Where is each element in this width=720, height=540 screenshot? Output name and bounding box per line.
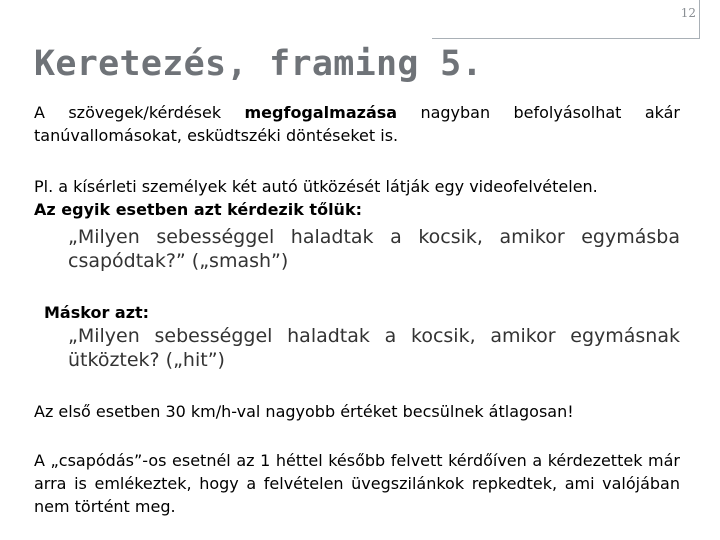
question-smash: „Milyen sebességgel haladtak a kocsik, amikor egymásba csapódtak?” („smash”)	[68, 226, 680, 272]
example-paragraph	[34, 175, 694, 221]
result-paragraph: Az első esetben 30 km/h-val nagyobb értéket becsülnek átlagosan!	[34, 402, 574, 421]
intro-paragraph	[34, 101, 680, 147]
intro-text-end: nagyban befolyásolhat akár tanúvallomásokat, esküdtszéki döntéseket is.	[34, 103, 681, 145]
intro-text-start: A szövegek/kérdések	[34, 103, 245, 122]
page-number-frame-line	[699, 0, 700, 39]
question-hit: „Milyen sebességgel haladtak a kocsik, amikor egymásnak ütköztek? („hit”)	[68, 325, 680, 371]
other-case-label: Máskor azt:	[44, 303, 150, 322]
followup-paragraph: A „csapódás”-os esetnél az 1 héttel később felvett kérdőíven a kérdezettek már arra is emlékeztek, hogy a felvételen üvegszilánkok repkedtek, ami valójában nem történt meg.	[34, 451, 680, 516]
slide-title: Keretezés, framing 5.	[34, 44, 483, 84]
example-question-intro: Az egyik esetben azt kérdezik tőlük:	[34, 200, 362, 219]
example-line: Pl. a kísérleti személyek két autó ütközését látják egy videofelvételen.	[34, 177, 598, 196]
intro-bold-word: megfogalmazása	[244, 103, 398, 122]
page-number: 12	[680, 6, 696, 20]
